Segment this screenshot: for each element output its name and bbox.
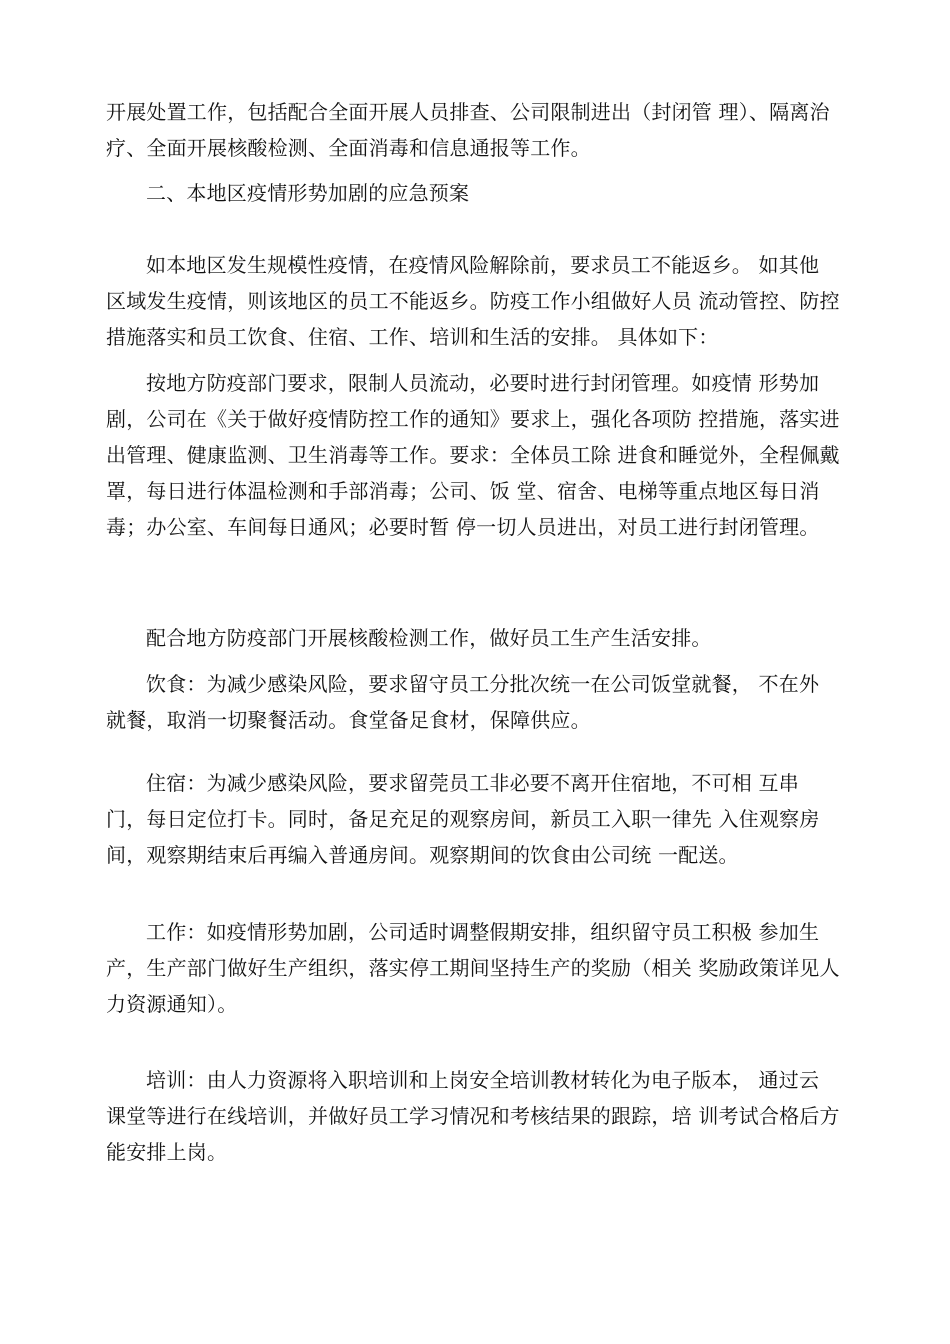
text-line: 按地方防疫部门要求，限制人员流动，必要时进行封闭管理。如疫情 形势加 [146, 371, 820, 395]
text-line: 毒；办公室、车间每日通风；必要时暂 停一切人员进出，对员工进行封闭管理。 [106, 515, 820, 539]
text-line: 课堂等进行在线培训，并做好员工学习情况和考核结果的跟踪，培 训考试合格后方 [106, 1104, 840, 1128]
text-line: 培训：由人力资源将入职培训和上岗安全培训教材转化为电子版本， 通过云 [146, 1068, 820, 1092]
paragraph-continuation [106, 94, 846, 166]
paragraph-intro [106, 247, 846, 355]
paragraph-control-measures [106, 365, 846, 545]
text-line: 开展处置工作，包括配合全面开展人员排查、公司限制进出（封闭管 理）、隔离治 [106, 100, 830, 124]
text-line: 住宿：为减少感染风险，要求留莞员工非必要不离开住宿地，不可相 互串 [146, 771, 799, 795]
paragraph-accommodation [106, 765, 846, 873]
text-line: 罩，每日进行体温检测和手部消毒；公司、饭 堂、宿舍、电梯等重点地区每日消 [106, 479, 820, 503]
text-line: 如本地区发生规模性疫情，在疫情风险解除前，要求员工不能返乡。 如其他 [146, 253, 820, 277]
text-line: 工作：如疫情形势加剧，公司适时调整假期安排，组织留守员工积极 参加生 [146, 920, 820, 944]
text-line: 配合地方防疫部门开展核酸检测工作，做好员工生产生活安排。 [146, 626, 712, 650]
text-line: 门，每日定位打卡。同时，备足充足的观察房间，新员工入职一律先 入住观察房 [106, 807, 820, 831]
text-line: 能安排上岗。 [106, 1140, 228, 1164]
paragraph-training [106, 1062, 846, 1170]
text-line: 产，生产部门做好生产组织，落实停工期间坚持生产的奖励（相关 奖励政策详见人 [106, 956, 840, 980]
section-heading [106, 175, 846, 211]
paragraph-nucleic-testing [106, 620, 846, 656]
text-line: 疗、全面开展核酸检测、全面消毒和信息通报等工作。 [106, 136, 591, 160]
text-line: 区域发生疫情，则该地区的员工不能返乡。防疫工作小组做好人员 流动管控、防控 [106, 289, 840, 313]
heading-line: 二、本地区疫情形势加剧的应急预案 [146, 181, 470, 205]
text-line: 剧，公司在《关于做好疫情防控工作的通知》要求上，强化各项防 控措施，落实进 [106, 407, 840, 431]
text-line: 出管理、健康监测、卫生消毒等工作。要求：全体员工除 进食和睡觉外，全程佩戴 [106, 443, 840, 467]
paragraph-work [106, 914, 846, 1022]
paragraph-diet [106, 666, 846, 738]
text-line: 间，观察期结束后再编入普通房间。观察期间的饮食由公司统 一配送。 [106, 843, 739, 867]
text-line: 措施落实和员工饮食、住宿、工作、培训和生活的安排。 具体如下： [106, 325, 719, 349]
text-line: 饮食：为减少感染风险，要求留守员工分批次统一在公司饭堂就餐， 不在外 [146, 672, 820, 696]
text-line: 力资源通知）。 [106, 992, 238, 1016]
text-line: 就餐，取消一切聚餐活动。食堂备足食材，保障供应。 [106, 708, 591, 732]
